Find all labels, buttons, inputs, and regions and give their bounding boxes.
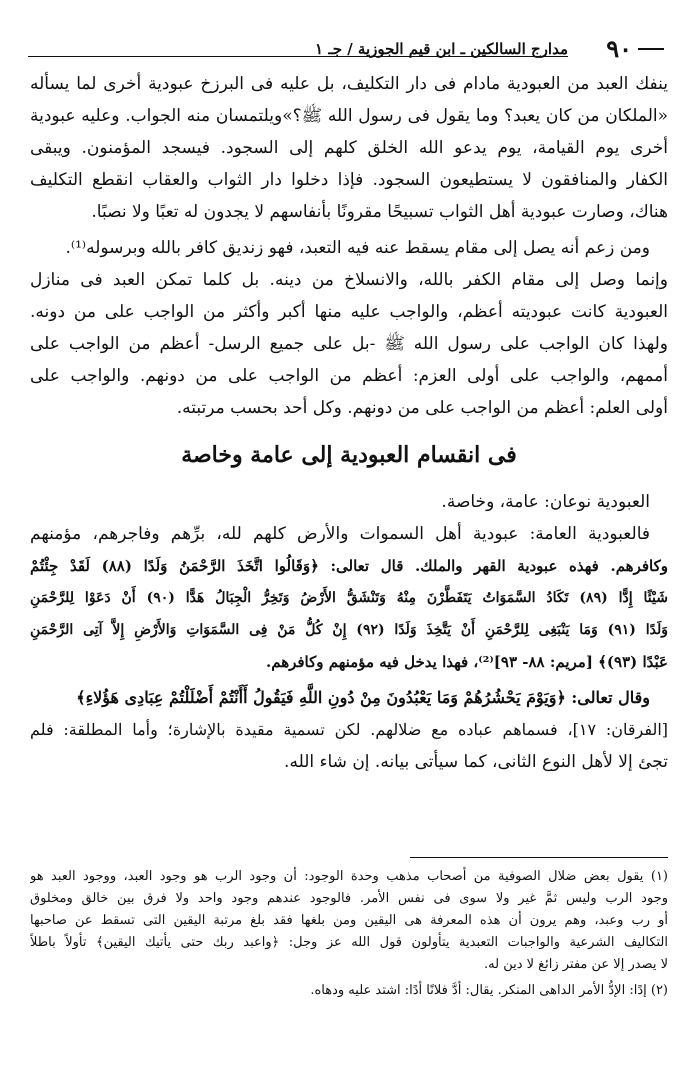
text-line: ينفك العبد من العبودية مادام فى دار التكليف، بل عليه فى البرزخ عبودية أخرى لما يسأله xyxy=(30,74,668,94)
text-line: الكفار والمنافقون لا يستطيعون السجود. فإذا دخلوا دار الثواب والعقاب انقطع التكليف xyxy=(30,170,668,190)
text-line: أممهم، والواجب على أولى العزم: أعظم من الواجب على من دونهم. والواجب على xyxy=(30,366,668,386)
section-heading: فى انقسام العبودية إلى عامة وخاصة xyxy=(181,442,517,468)
footnote-line: وجود الرب وليس ثمَّ غير ولا سوى فى نفس الأمر. فالوجود عندهم وجود واحد ولا فرق بين خالق ومخلوق xyxy=(30,891,668,906)
quran-line: عَبْدًا (٩٣)﴾ [مريم: ٨٨- ٩٣]⁽²⁾، فهذا يدخل فيه مؤمنهم وكافرهم. xyxy=(266,653,668,671)
paragraph xyxy=(30,232,668,424)
text-line: العبودية نوعان: عامة، وخاصة. xyxy=(441,492,650,512)
text-line: هناك، وصارت عبودية أهل الثواب تسبيحًا مقرونًا بأنفاسهم لا يجدون له تعبًا ولا نصبًا. xyxy=(91,202,668,222)
text-line: أولى العلم: أعظم من الواجب على من دونهم. وكل أحد بحسب مرتبته. xyxy=(176,398,668,418)
quran-line: وكافرهم. فهذه عبودية القهر والملك. قال تعالى: ﴿وَقَالُوا اتَّخَذَ الرَّحْمَنُ وَلَدًا (٨٨) لَقَدْ جِئْتُمْ xyxy=(30,557,668,575)
section-body xyxy=(30,486,668,778)
main-text xyxy=(30,68,668,778)
text-line: العبودية كانت عبوديته أعظم، والواجب عليه منها أكبر وأكثر من الواجب على من دونه. xyxy=(30,302,668,322)
footnote-line: أو رب وعبد، وهم يرون أن هذه المعرفة هى اليقين ومن بلغها فقد بلغ مرتبة اليقين التى تسقط عن صاحبها xyxy=(30,913,668,928)
quran-line: شَيْئًا إِدًّا (٨٩) تَكَادُ السَّمَوَاتُ يَتَفَطَّرْنَ مِنْهُ وَتَنْشَقُّ الأَرْضُ وَتَخِرُّ الْجِبَالُ هَدًّا (٩٠) أَنْ دَعَوْا لِلرَّحْمَنِ xyxy=(30,590,668,606)
text-line: ولهذا كان الواجب على رسول الله ﷺ -بل على جميع الرسل- أعظم من الواجب على xyxy=(30,334,668,354)
footnote-line: التكاليف الشرعية والواجبات التعبدية يتأولون قول الله عز وجل: ﴿واعبد ربك حتى يأتيك اليقين﴾ تأولاً باطلاً xyxy=(30,935,668,950)
paragraph xyxy=(30,68,668,228)
text-line: تجئ إلا لأهل النوع الثانى، كما سيأتى بيانه. إن شاء الله. xyxy=(284,752,668,772)
quran-line: وَلَدًا (٩١) وَمَا يَنْبَغِى لِلرَّحْمَنِ أَنْ يَتَّخِذَ وَلَدًا (٩٢) إِنْ كُلُّ مَنْ فِى السَّمَوَاتِ وَالأَرْضِ إِلاَّ آتِى الرَّحْمَنِ xyxy=(30,622,668,638)
text-line: وإنما وصل إلى مقام الكفر بالله، والانسلاخ من دينه. بل كلما تمكن العبد فى منازل xyxy=(30,270,668,290)
header-rule xyxy=(28,56,568,57)
page-number-dash xyxy=(638,48,664,50)
footnote-line: (٢) إدًا: الإدُّ الأمر الداهى المنكر. يقال: أدَّ فلانًا أدًا: اشتد عليه ودهاه. xyxy=(310,983,668,998)
text-line: ومن زعم أنه يصل إلى مقام يسقط عنه فيه التعبد، فهو زنديق كافر بالله وبرسوله⁽¹⁾. xyxy=(65,238,650,258)
running-title: مدارج السالكين ـ ابن قيم الجوزية / جـ ١ xyxy=(315,40,568,58)
page-header xyxy=(28,36,668,62)
footnotes xyxy=(30,866,668,1002)
text-line: أخرى يوم القيامة، يوم يدعو الله الخلق كلهم إلى السجود. فيسجد المؤمنون. ويبقى xyxy=(30,138,668,158)
text-line: [الفرقان: ١٧]، فسماهم عباده مع ضلالهم. لكن تسمية مقيدة بالإشارة؛ وأما المطلقة: فلم xyxy=(30,720,668,739)
footnote-rule xyxy=(410,857,668,858)
text-line: «الملكان من كان يعبد؟ وما يقول فى رسول الله ﷺ؟»ويلتمسان منه الجواب. وعليه عبودية xyxy=(30,106,668,126)
footnote-line: (١) يقول بعض ضلال الصوفية من أصحاب مذهب وحدة الوجود: أن وجود الرب هو وجود العبد، ووجود العبد هو xyxy=(30,869,668,884)
page-number: ٩٠ xyxy=(606,34,632,63)
footnote-line: لا يصدر إلا عن مفتر زائغ لا دين له. xyxy=(484,957,668,972)
quran-line: وقال تعالى: ﴿وَيَوْمَ يَحْشُرُهُمْ وَمَا يَعْبُدُونَ مِنْ دُونِ اللَّهِ فَيَقُولُ أَأَنْتُمْ أَضْلَلْتُمْ عِبَادِى هَؤُلاءِ﴾ xyxy=(76,688,650,707)
text-line: فالعبودية العامة: عبودية أهل السموات والأرض كلهم لله، برِّهم وفاجرهم، مؤمنهم xyxy=(30,524,650,544)
